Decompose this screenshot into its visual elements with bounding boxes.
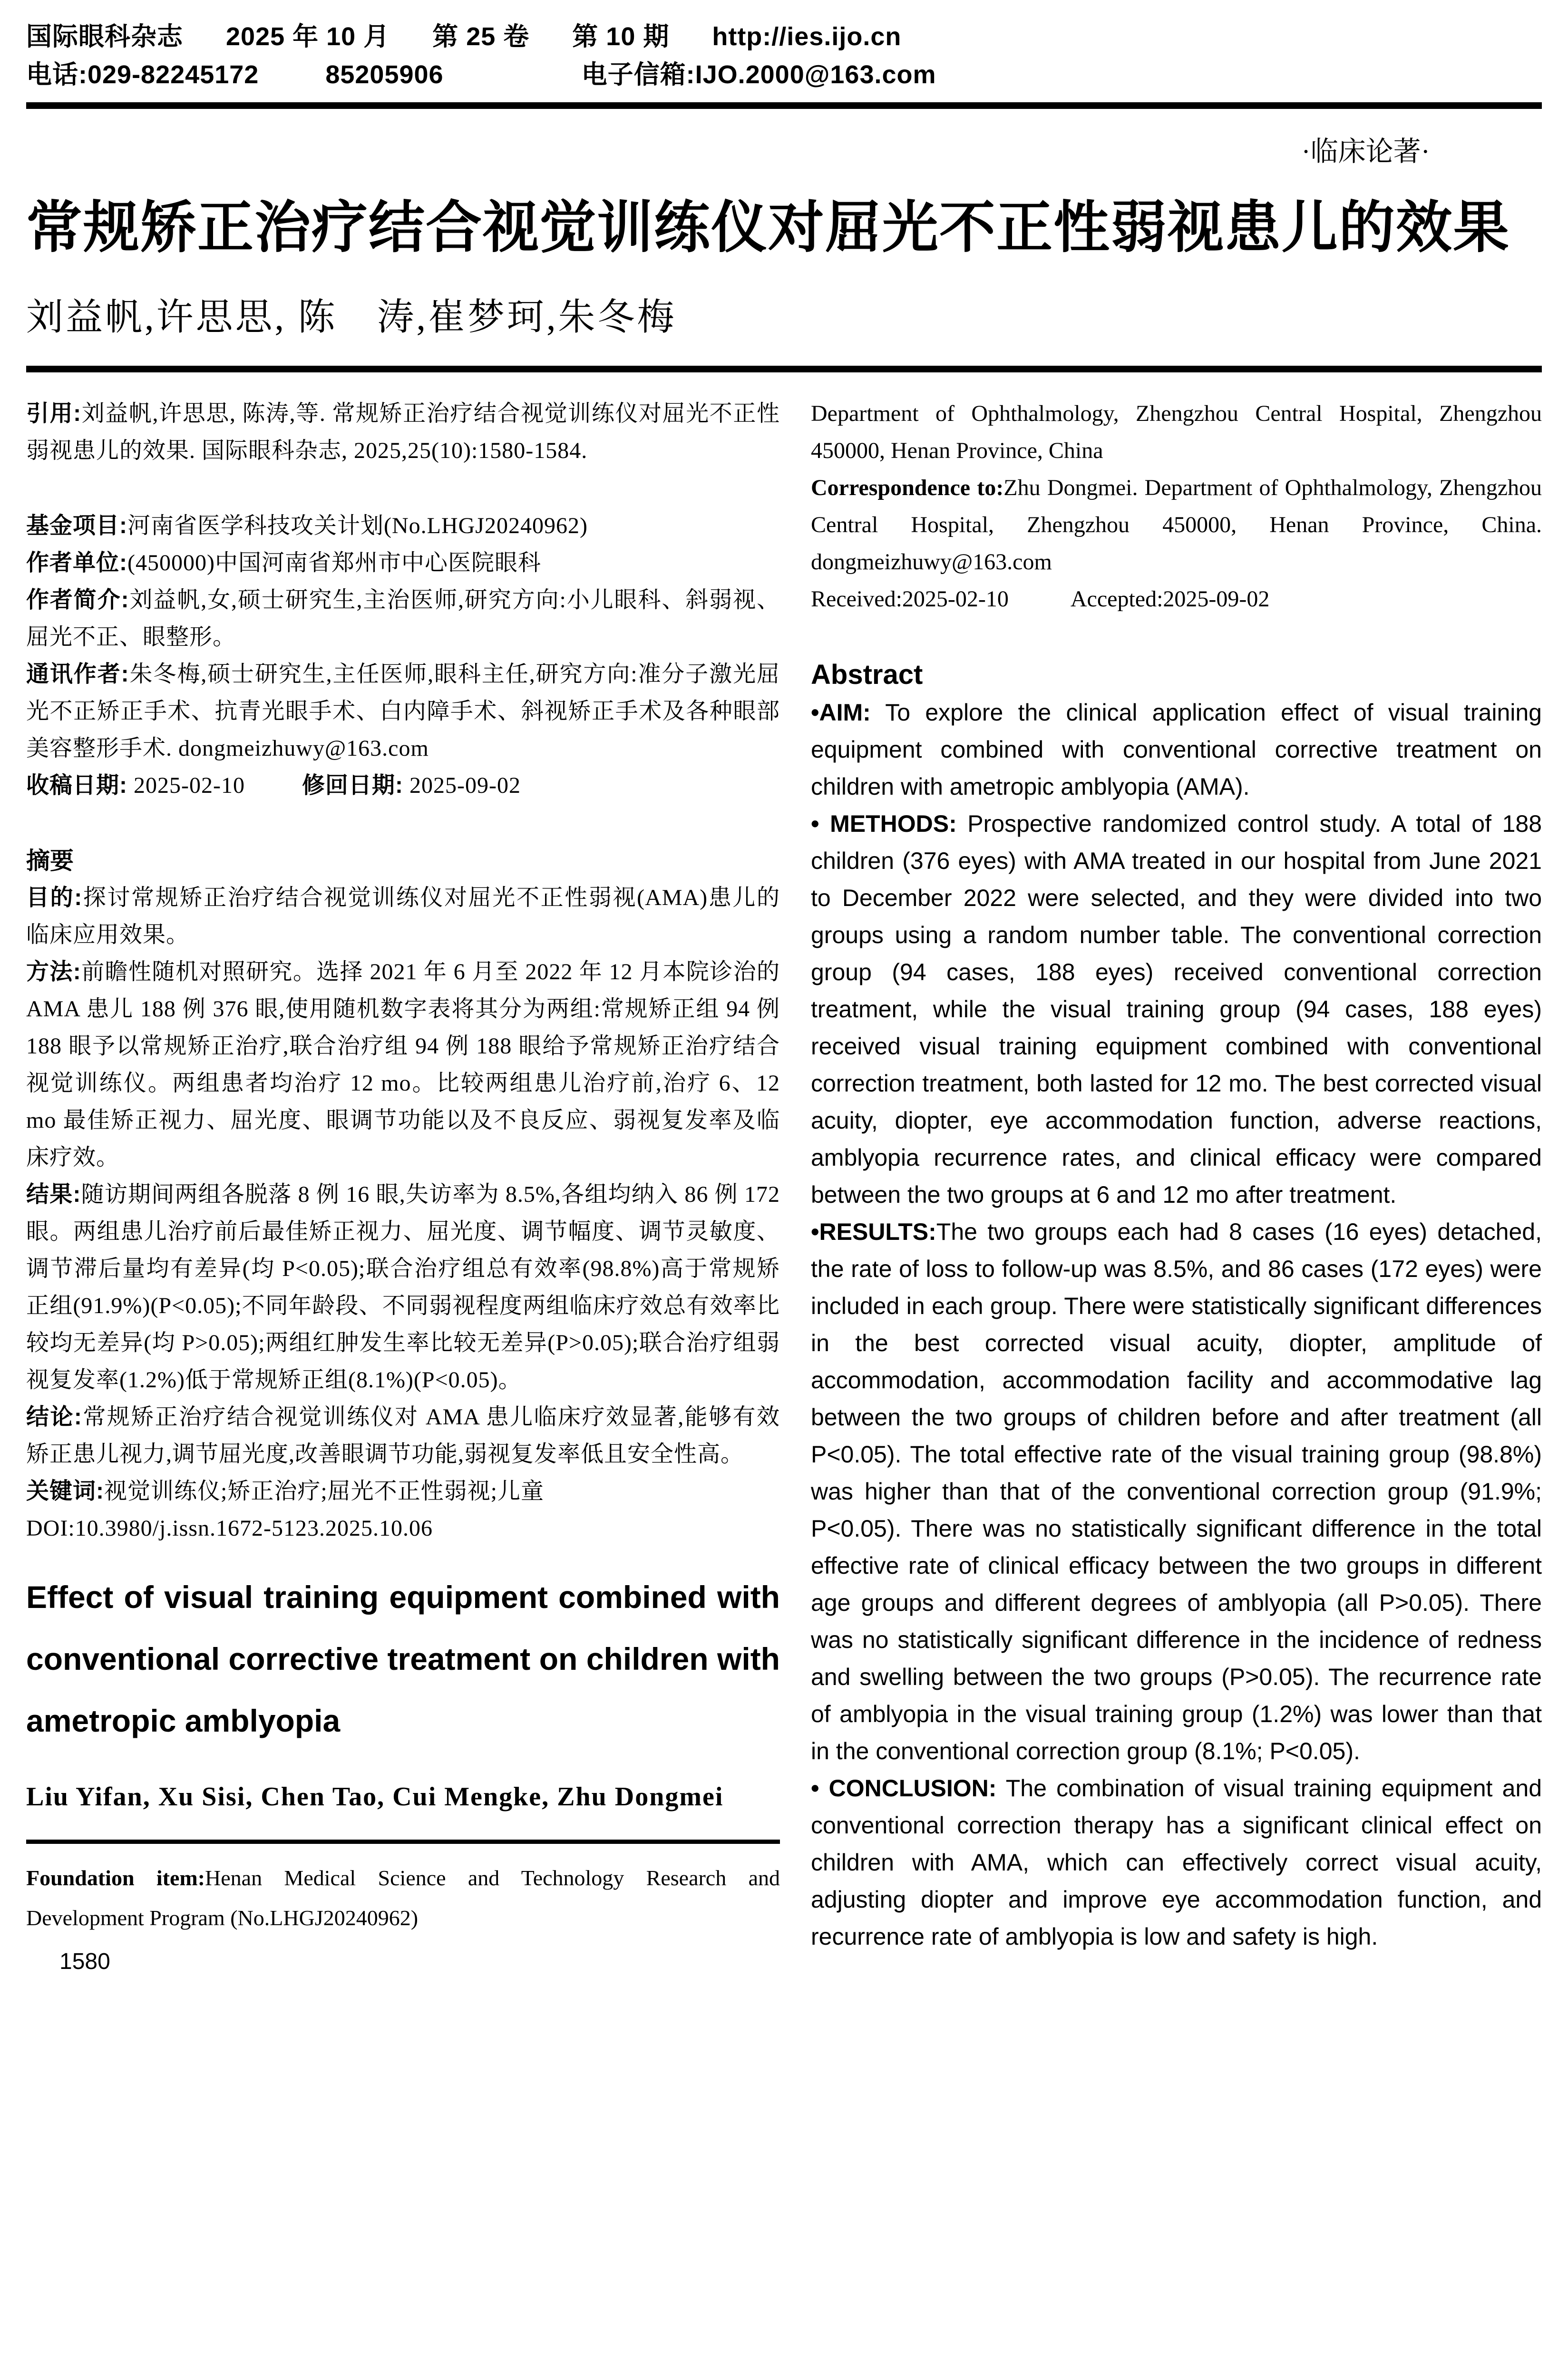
abstract-zh-methods [26,954,780,1176]
received-date-en: Received:2025-02-10 [811,586,1009,612]
journal-email: 电子信箱:IJO.2000@163.com [581,60,936,89]
fund-label: 基金项目: [26,513,127,538]
affiliation-paragraph [26,545,780,582]
received-date-zh: 2025-02-10 [127,773,245,798]
correspondence-en-text: Zhu Dongmei. Department of Ophthalmology, Zhengzhou Central Hospital, Zhengzhou 450000, Henan Province, China. dongmeizhuwy@163.com [811,475,1542,575]
correspondence-en-label: Correspondence to: [811,475,1004,500]
two-column-body [26,395,1542,1976]
corresponding-author-paragraph [26,656,780,767]
methods-text-zh: 前瞻性随机对照研究。选择 2021 年 6 月至 2022 年 12 月本院诊治的 AMA 患儿 188 例 376 眼,使用随机数字表将其分为两组:常规矫正组 94 例 188 眼予以常规矫正治疗,联合治疗组 94 例 188 眼给予常规矫正治疗结合视觉训练仪。两组患者均治疗 12 mo。比较两组患儿治疗前,治疗 6、12 mo 最佳矫正视力、屈光度、眼调节功能以及不良反应、弱视复发率及临床疗效。 [26,959,780,1170]
methods-text-en: Prospective randomized control study. A total of 188 children (376 eyes) with AMA treated in our hospital from June 2021 to December 2022 were selected, and they were divided into two groups using a random number table. The conventional correction group (94 cases, 188 eyes) received conventional correction treatment, while the visual training group (94 cases, 188 eyes) received visual training equipment combined with conventional correction treatment, both lasted for 12 mo. The best corrected visual acuity, diopter, eye accommodation function, adverse reactions, amblyopia recurrence rates, and clinical efficacy were compared between the two groups at 6 and 12 mo after treatment. [811,810,1542,1208]
affiliation-label: 作者单位: [26,550,127,575]
results-label-zh: 结果: [26,1182,81,1207]
journal-title-zh: 国际眼科杂志 [26,22,183,51]
aim-text-en: To explore the clinical application effect of visual training equipment combined with conventional corrective treatment on children with ametropic amblyopia (AMA). [811,699,1542,800]
citation-label: 引用: [26,401,82,426]
spacer [26,804,780,842]
corresponding-author-label: 通讯作者: [26,662,129,687]
methods-label-zh: 方法: [26,959,81,984]
journal-header-row-2 [26,59,1542,90]
journal-url: http://ies.ijo.cn [712,22,902,51]
journal-header [26,21,1542,90]
spacer [26,469,780,507]
citation-text: 刘益帆,许思思, 陈涛,等. 常规矫正治疗结合视觉训练仪对屈光不正性弱视患儿的效果. 国际眼科杂志, 2025,25(10):1580-1584. [26,401,780,463]
correspondence-en-paragraph [811,469,1542,581]
abstract-en-conclusion [811,1770,1542,1955]
aim-label-zh: 目的: [26,885,83,910]
abstract-en-methods [811,805,1542,1213]
right-column [811,395,1542,1976]
abstract-zh-conclusion [26,1399,780,1473]
doi-line: DOI:10.3980/j.issn.1672-5123.2025.10.06 [26,1516,433,1541]
revised-date-zh: 2025-09-02 [403,773,521,798]
results-label-en: •RESULTS: [811,1218,936,1245]
article-authors-zh: 刘益帆,许思思, 陈 涛,崔梦珂,朱冬梅 [26,296,677,338]
article-title-en: Effect of visual training equipment combined with conventional corrective treatment on children with ametropic amblyopia [26,1579,780,1738]
conclusion-label-zh: 结论: [26,1404,82,1430]
journal-phone: 电话:029-82245172 [26,60,259,89]
revised-date-label-zh: 修回日期: [302,773,403,798]
author-bio-label: 作者简介: [26,587,129,613]
foundation-item-text: Henan Medical Science and Technology Research and Development Program (No.LHGJ20240962) [26,1866,780,1930]
abstract-zh-results [26,1176,780,1399]
abstract-zh-aim [26,879,780,954]
aim-text-zh: 探讨常规矫正治疗结合视觉训练仪对屈光不正性弱视(AMA)患儿的临床应用效果。 [26,885,780,947]
article-authors-en: Liu Yifan, Xu Sisi, Chen Tao, Cui Mengke, Zhu Dongmei [26,1782,724,1812]
accepted-date-en: Accepted:2025-09-02 [1070,586,1270,612]
dates-en-line [811,581,1542,618]
journal-date: 2025 年 10 月 [226,22,390,51]
dates-zh-line [26,767,780,804]
journal-issue: 第 10 期 [572,22,670,51]
keywords-text: 视觉训练仪;矫正治疗;屈光不正性弱视;儿童 [104,1479,545,1504]
keywords-line [26,1473,780,1510]
methods-label-en: • METHODS: [811,810,957,837]
abstract-en-results [811,1213,1542,1770]
received-date-label-zh: 收稿日期: [26,773,127,798]
conclusion-text-en: The combination of visual training equipment and conventional correction therapy has a significant clinical effect on children with AMA, which can effectively correct visual acuity, adjusting diopter and improve eye accommodation function, and recurrence rate of amblyopia is low and safety is high. [811,1775,1542,1950]
author-bio-text: 刘益帆,女,硕士研究生,主治医师,研究方向:小儿眼科、斜弱视、屈光不正、眼整形。 [26,587,780,650]
abstract-en-aim [811,694,1542,805]
abstract-zh-heading: 摘要 [26,848,74,874]
conclusion-label-en: • CONCLUSION: [811,1775,997,1802]
foundation-item-label: Foundation item: [26,1866,205,1890]
affiliation-text: (450000)中国河南省郑州市中心医院眼科 [127,550,541,575]
page-number: 1580 [59,1949,110,1974]
corresponding-author-text: 朱冬梅,硕士研究生,主任医师,眼科主任,研究方向:准分子激光屈光不正矫正手术、抗青光眼手术、白内障手术、斜视矫正手术及各种眼部美容整形手术. dongmeizhuwy@163.com [26,662,780,761]
abstract-en-heading: Abstract [811,659,923,690]
journal-phone-2: 85205906 [325,60,444,89]
aim-label-en: •AIM: [811,699,871,726]
fund-text: 河南省医学科技攻关计划(No.LHGJ20240962) [127,513,588,538]
journal-header-row-1 [26,21,1542,52]
foundation-item-paragraph [26,1858,780,1938]
footnote-rule [26,1840,780,1844]
header-rule [26,102,1542,109]
author-bio-paragraph [26,582,780,656]
results-text-zh: 随访期间两组各脱落 8 例 16 眼,失访率为 8.5%,各组均纳入 86 例 172 眼。两组患儿治疗前后最佳矫正视力、屈光度、调节幅度、调节灵敏度、调节滞后量均有差异(均 P<0.05);联合治疗组总有效率(98.8%)高于常规矫正组(91.9%)(P<0.05);不同年龄段、不同弱视程度两组临床疗效总有效率比较均无差异(均 P>0.05);两组红肿发生率比较无差异(P>0.05);联合治疗组弱视复发率(1.2%)低于常规矫正组(8.1%)(P<0.05)。 [26,1182,780,1393]
title-rule [26,366,1542,372]
conclusion-text-zh: 常规矫正治疗结合视觉训练仪对 AMA 患儿临床疗效显著,能够有效矫正患儿视力,调节屈光度,改善眼调节功能,弱视复发率低且安全性高。 [26,1404,780,1467]
affiliation-en-paragraph: Department of Ophthalmology, Zhengzhou Central Hospital, Zhengzhou 450000, Henan Province, China [811,401,1542,463]
article-category-tag: ·临床论著· [1301,136,1430,167]
results-text-en: The two groups each had 8 cases (16 eyes) detached, the rate of loss to follow-up was 8.5%, and 86 cases (172 eyes) were included in each group. There were statistically significant differences in the best corrected visual acuity, diopter, amplitude of accommodation, accommodation facility and accommodative lag between the two groups of children before and after treatment (all P<0.05). The total effective rate of the visual training group (98.8%) was higher than that of the conventional correction group (91.9%; P<0.05). There was no statistically significant difference in the total effective rate of clinical efficacy between the two groups in different age groups and different degrees of amblyopia (all P>0.05). There was no statistically significant difference in the incidence of redness and swelling between the two groups (P>0.05). The recurrence rate of amblyopia in the visual training group (1.2%) was lower than that in the conventional correction group (8.1%; P<0.05). [811,1218,1542,1764]
fund-paragraph [26,507,780,545]
left-column [26,395,780,1976]
article-title-zh: 常规矫正治疗结合视觉训练仪对屈光不正性弱视患儿的效果 [26,196,1510,259]
citation-paragraph [26,395,780,469]
journal-volume: 第 25 卷 [432,22,530,51]
keywords-label: 关键词: [26,1479,104,1504]
